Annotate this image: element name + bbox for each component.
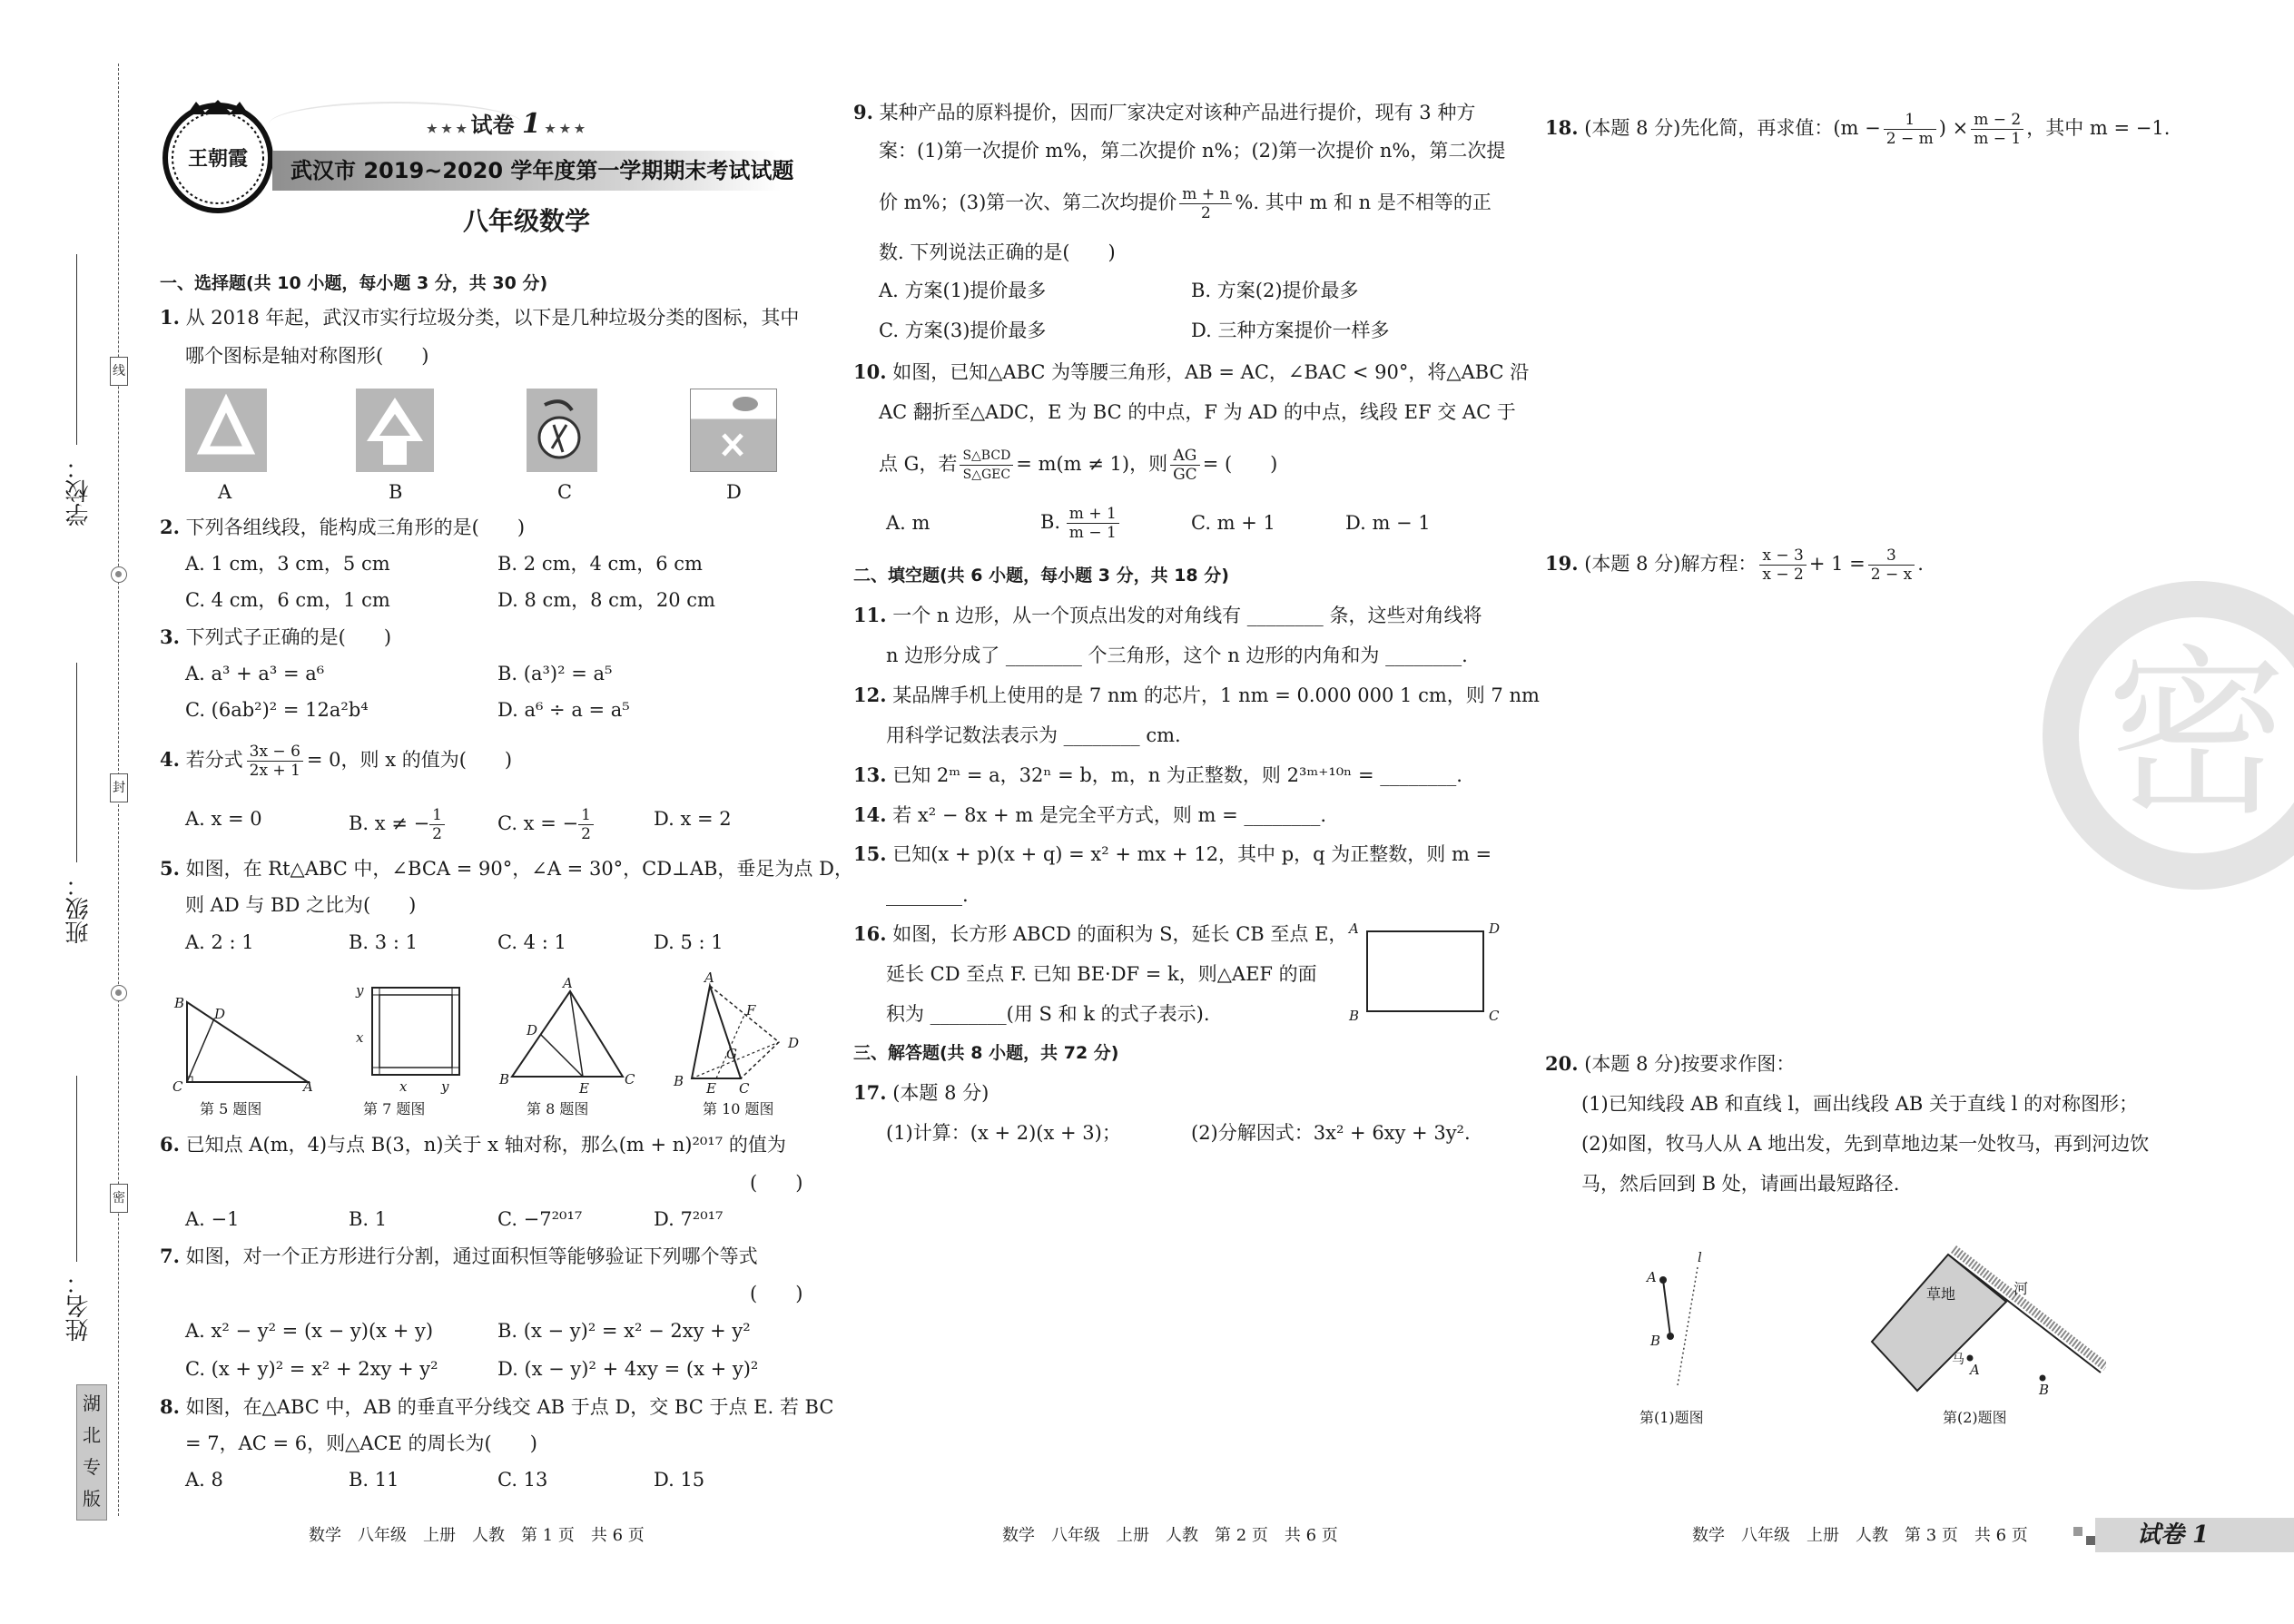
q4-option-d: D. x = 2 <box>654 808 732 830</box>
question-14: 14. 若 x² − 8x + m 是完全平方式，则 m = ________. <box>853 803 1327 826</box>
question-9: 9. 某种产品的原料提价，因而厂家决定对该种产品进行提价，现有 3 种方 <box>853 101 1476 123</box>
paper-label: ★ ★ ★ 试卷 1 ★ ★ ★ <box>427 108 586 140</box>
question-17: 17. (本题 8 分) <box>853 1081 989 1104</box>
question-6: 6. 已知点 A(m，4)与点 B(3，n)关于 x 轴对称，那么(m + n)²⁰¹⁷ 的值为 <box>160 1133 786 1156</box>
q4-option-c: C. x = − $\frac{1}{2}$ <box>497 806 594 843</box>
question-11: 11. 一个 n 边形，从一个顶点出发的对角线有 ________ 条，这些对角线将 <box>853 604 1482 626</box>
question-13: 13. 已知 2ᵐ = a，32ⁿ = b，m，n 为正整数，则 2³ᵐ⁺¹⁰ⁿ = ________. <box>853 763 1462 786</box>
figure-q16: A D B C <box>1349 920 1501 1024</box>
question-20-part2: (2)如图，牧马人从 A 地出发，先到草地边某一处牧马，再到河边饮 <box>1581 1133 2150 1155</box>
figure-q20-1: A B l <box>1630 1245 1730 1400</box>
caption-fig-20-2: 第(2)题图 <box>1943 1409 2007 1426</box>
question-3: 3. 下列式子正确的是( ) <box>160 625 392 648</box>
q3-option-d: D. a⁶ ÷ a = a⁵ <box>497 699 630 721</box>
q6-option-b: B. 1 <box>349 1208 388 1230</box>
q8-option-a: A. 8 <box>185 1469 223 1491</box>
caption-fig-7: 第 7 题图 <box>363 1100 426 1117</box>
question-20-part3: 马，然后回到 B 处，请画出最短路径. <box>1581 1173 1900 1195</box>
caption-fig-5: 第 5 题图 <box>200 1100 262 1117</box>
question-12-line2: 用科学记数法表示为 ________ cm. <box>886 724 1181 746</box>
question-1: 1. 从 2018 年起，武汉市实行垃圾分类，以下是几种垃圾分类的图标，其中 <box>160 306 800 329</box>
q2-option-c: C. 4 cm，6 cm，1 cm <box>185 589 390 611</box>
q3-option-c: C. (6ab²)² = 12a²b⁴ <box>185 699 369 721</box>
question-8-line2: = 7，AC = 6，则△ACE 的周长为( ) <box>185 1432 537 1454</box>
q5-option-a: A. 2 : 1 <box>185 931 254 953</box>
q2-option-d: D. 8 cm，8 cm，20 cm <box>497 589 715 611</box>
hazard-arrow-icon <box>356 389 434 472</box>
title-banner <box>272 151 794 191</box>
q3-option-a: A. a³ + a³ = a⁶ <box>185 663 325 684</box>
figure-q5: B D C A <box>172 995 313 1095</box>
q7-option-c: C. (x + y)² = x² + 2xy + y² <box>185 1358 438 1380</box>
question-9-line4: 数. 下列说法正确的是( ) <box>879 241 1116 263</box>
q10-option-c: C. m + 1 <box>1191 512 1275 534</box>
question-17-part1: (1)计算：(x + 2)(x + 3)； <box>886 1122 1121 1144</box>
q9-option-d: D. 三种方案提价一样多 <box>1191 320 1390 341</box>
q6-option-a: A. −1 <box>185 1208 240 1230</box>
option-label: D <box>726 481 742 503</box>
question-20: 20. (本题 8 分)按要求作图： <box>1545 1052 1796 1075</box>
q6-option-c: C. −7²⁰¹⁷ <box>497 1208 583 1230</box>
q7-option-b: B. (x − y)² = x² − 2xy + y² <box>497 1320 751 1342</box>
option-label: A <box>218 481 232 503</box>
q4-option-a: A. x = 0 <box>185 808 262 830</box>
question-4: 4. 若分式 $\frac{3x - 6}{2x + 1}$ = 0，则 x 的值为( ) <box>160 743 513 780</box>
question-16: 16. 如图，长方形 ABCD 的面积为 S，延长 CB 至点 E， <box>853 922 1348 945</box>
q8-option-b: B. 11 <box>349 1469 399 1491</box>
q2-option-a: A. 1 cm，3 cm，5 cm <box>185 553 390 575</box>
region-badge: 湖 北 专 版 <box>76 1384 107 1521</box>
question-10-line3: 点 G，若 $\frac{\text{S△BCD}}{\text{S△GEC}}$ = m(m ≠ 1)，则 $\frac{AG}{GC}$ = ( ) <box>879 447 1278 484</box>
question-11-line2: n 边形分成了 ________ 个三角形，这个 n 边形的内角和为 ________. <box>886 645 1468 666</box>
seal-mark-seal2: 密 <box>110 1184 128 1213</box>
q5-option-c: C. 4 : 1 <box>497 931 566 953</box>
question-9-line3: 价 m%；(3)第一次、第二次均提价 $\frac{m + n}{2}$ %. 其中 m 和 n 是不相等的正 <box>879 185 1492 222</box>
q2-option-b: B. 2 cm，4 cm，6 cm <box>497 553 703 575</box>
class-label: 班级： <box>65 873 93 944</box>
q3-option-b: B. (a³)² = a⁵ <box>497 663 613 684</box>
question-16-line2: 延长 CD 至点 F. 已知 BE·DF = k，则△AEF 的面 <box>886 963 1317 985</box>
question-18: 18. (本题 8 分)先化简，再求值：(m − $\frac{1}{2 - m}$ ) × $\frac{m - 2}{m - 1}$ ，其中 m = −1. <box>1545 111 2171 148</box>
q10-option-d: D. m − 1 <box>1345 512 1431 534</box>
school-field <box>64 254 91 527</box>
question-12: 12. 某品牌手机上使用的是 7 nm 的芯片，1 nm = 0.000 000 1 cm，则 7 nm <box>853 684 1540 706</box>
option-label: B <box>389 481 403 503</box>
seal-mark-seal: 封 <box>110 773 128 802</box>
question-2: 2. 下列各组线段，能构成三角形的是( ) <box>160 516 526 538</box>
section-3-title: 三、解答题(共 8 小题，共 72 分) <box>853 1043 1119 1063</box>
q8-option-c: C. 13 <box>497 1469 548 1491</box>
exam-title: 武汉市 2019~2020 学年度第一学期期末考试试题 <box>290 158 794 183</box>
class-field <box>64 663 91 944</box>
question-20-part1: (1)已知线段 AB 和直线 l，画出线段 AB 关于直线 l 的对称图形； <box>1581 1093 2139 1115</box>
q10-option-a: A. m <box>886 512 930 534</box>
footer-page-1: 数学 八年级 上册 人教 第 1 页 共 6 页 <box>309 1526 645 1545</box>
logo-text: 王朝霞 <box>187 147 248 171</box>
question-16-line3: 积为 ________(用 S 和 k 的式子表示). <box>886 1003 1210 1025</box>
option-label: C <box>557 481 573 503</box>
caption-fig-20-1: 第(1)题图 <box>1639 1409 1704 1426</box>
figure-q8: A D B E C <box>499 975 635 1097</box>
footer-badge: 试卷 1 <box>2095 1518 2294 1552</box>
footer-page-2: 数学 八年级 上册 人教 第 2 页 共 6 页 <box>1002 1526 1338 1545</box>
q10-option-b: B. $\frac{m + 1}{m - 1}$ <box>1040 505 1119 542</box>
question-15: 15. 已知(x + p)(x + q) = x² + mx + 12，其中 p，q 为正整数，则 m = <box>853 842 1492 865</box>
seal-mark-line: 线 <box>110 357 128 386</box>
question-19: 19. (本题 8 分)解方程： $\frac{x - 3}{x - 2}$ + 1 = $\frac{3}{2 - x}$ . <box>1545 546 1924 584</box>
q6-option-d: D. 7²⁰¹⁷ <box>654 1208 724 1230</box>
question-10: 10. 如图，已知△ABC 为等腰三角形，AB = AC，∠BAC < 90°，将△ABC 沿 <box>853 360 1530 383</box>
binding-hole-icon <box>111 566 127 583</box>
question-5: 5. 如图，在 Rt△ABC 中，∠BCA = 90°，∠A = 30°，CD⊥AB，垂足为点 D， <box>160 857 853 880</box>
caption-fig-10: 第 10 题图 <box>703 1100 774 1117</box>
figure-q7: y x x y <box>352 982 470 1100</box>
question-5-line2: 则 AD 与 BD 之比为( ) <box>185 894 417 916</box>
brand-logo <box>160 98 276 214</box>
subject-title: 八年级数学 <box>462 206 590 236</box>
name-field <box>64 1076 91 1348</box>
footer-page-3: 数学 八年级 上册 人教 第 3 页 共 6 页 <box>1692 1526 2028 1545</box>
q9-option-c: C. 方案(3)提价最多 <box>879 320 1047 341</box>
q9-option-a: A. 方案(1)提价最多 <box>879 280 1047 301</box>
q8-option-d: D. 15 <box>654 1469 705 1491</box>
question-1-line2: 哪个图标是轴对称图形( ) <box>185 345 429 367</box>
q5-option-b: B. 3 : 1 <box>349 931 418 953</box>
figure-q20-2: 草地 河 马 A B <box>1861 1245 2106 1409</box>
question-10-line2: AC 翻折至△ADC，E 为 BC 的中点，F 为 AD 的中点，线段 EF 交 AC 于 <box>879 401 1516 423</box>
question-9-line2: 案：(1)第一次提价 m%，第二次提价 n%；(2)第一次提价 n%，第二次提 <box>879 140 1506 162</box>
recycle-icon <box>185 389 267 472</box>
q5-option-d: D. 5 : 1 <box>654 931 724 953</box>
school-label: 学校： <box>65 456 93 527</box>
section-2-title: 二、填空题(共 6 小题，每小题 3 分，共 18 分) <box>853 566 1229 586</box>
question-7: 7. 如图，对一个正方形进行分割，通过面积恒等能够验证下列哪个等式 <box>160 1245 758 1267</box>
secret-watermark-icon: 密 <box>2043 581 2294 890</box>
question-6-paren: ( ) <box>750 1172 803 1194</box>
figure-q10: A F D G B E C <box>674 969 800 1097</box>
name-label: 姓名： <box>65 1271 93 1342</box>
q7-option-d: D. (x − y)² + 4xy = (x + y)² <box>497 1358 759 1380</box>
question-7-paren: ( ) <box>750 1283 803 1304</box>
q9-option-b: B. 方案(2)提价最多 <box>1191 280 1359 301</box>
question-15-line2: ________. <box>886 884 969 906</box>
section-1-title: 一、选择题(共 10 小题，每小题 3 分，共 30 分) <box>160 273 548 293</box>
other-waste-icon <box>690 389 777 472</box>
question-17-part2: (2)分解因式：3x² + 6xy + 3y². <box>1191 1122 1471 1144</box>
question-8: 8. 如图，在△ABC 中，AB 的垂直平分线交 AB 于点 D，交 BC 于点 E. 若 BC <box>160 1395 834 1418</box>
caption-fig-8: 第 8 题图 <box>527 1100 589 1117</box>
q4-option-b: B. x ≠ − $\frac{1}{2}$ <box>349 806 445 843</box>
q7-option-a: A. x² − y² = (x − y)(x + y) <box>185 1320 434 1342</box>
binding-hole-icon <box>111 985 127 1001</box>
kitchen-waste-icon <box>527 389 597 472</box>
